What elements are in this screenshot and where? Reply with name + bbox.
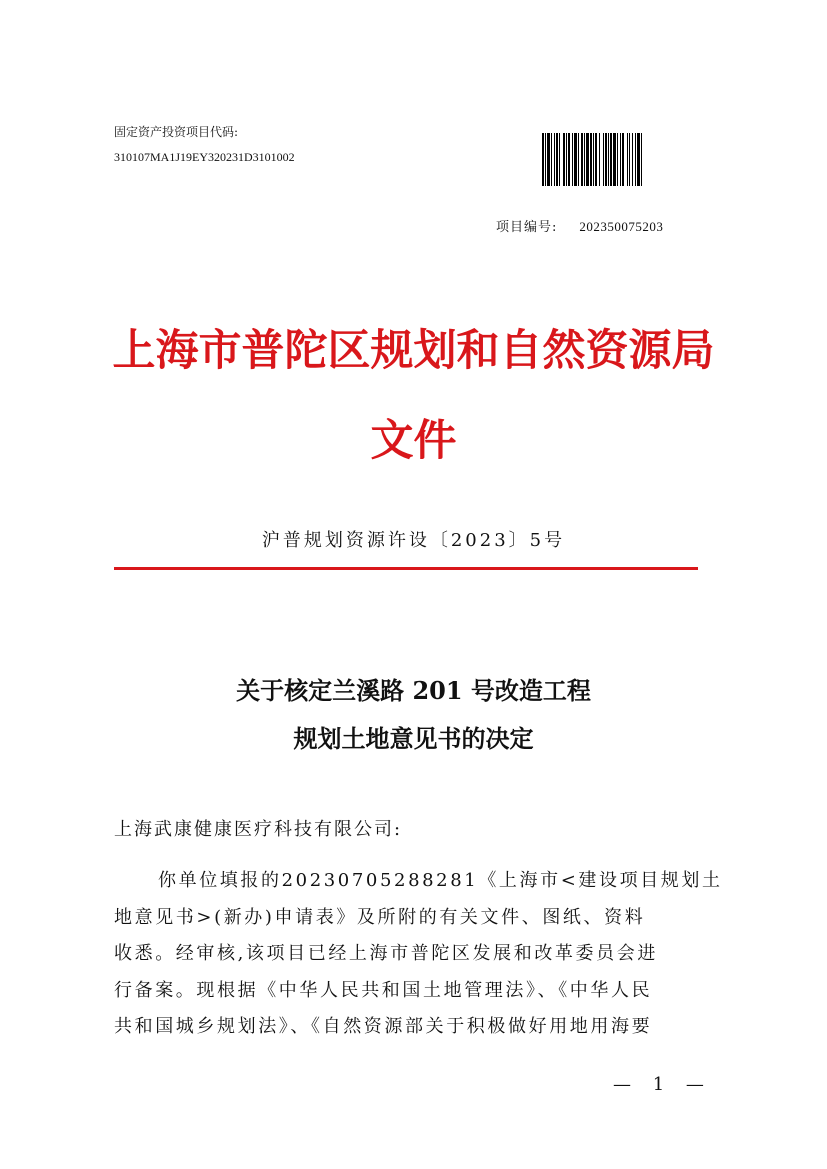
project-number <box>496 218 663 237</box>
project-code-label: 固定资产投资项目代码: <box>114 125 239 139</box>
body-line: 收悉。经审核,该项目已经上海市普陀区发展和改革委员会进 <box>114 943 658 964</box>
document-title-line-2: 规划土地意见书的决定 <box>293 724 534 753</box>
project-code-value: 310107MA1J19EY320231D3101002 <box>114 150 295 164</box>
project-number-value: 202350075203 <box>579 219 664 234</box>
document-number: 沪普规划资源许设〔2023〕5号 <box>261 530 566 551</box>
barcode-image <box>542 133 690 186</box>
project-number-label: 项目编号: <box>496 220 558 235</box>
body-line: 你单位填报的20230705288281《上海市<建设项目规划土 <box>158 870 723 891</box>
body-line: 地意见书>(新办)申请表》及所附的有关文件、图纸、资料 <box>114 906 646 928</box>
red-divider-rule <box>114 567 698 570</box>
body-line: 共和国城乡规划法》、《自然资源部关于积极做好用地用海要 <box>114 1016 653 1037</box>
addressee: 上海武康健康医疗科技有限公司: <box>114 819 403 840</box>
body-line: 行备案。现根据《中华人民共和国土地管理法》、《中华人民 <box>114 979 653 1001</box>
issuing-authority-title: 上海市普陀区规划和自然资源局 <box>112 326 715 376</box>
document-title-line-1: 关于核定兰溪路 201 号改造工程 <box>236 676 591 705</box>
page-number: — 1 — <box>613 1074 712 1095</box>
document-type-title: 文件 <box>370 416 457 466</box>
body-paragraph <box>114 863 723 1046</box>
